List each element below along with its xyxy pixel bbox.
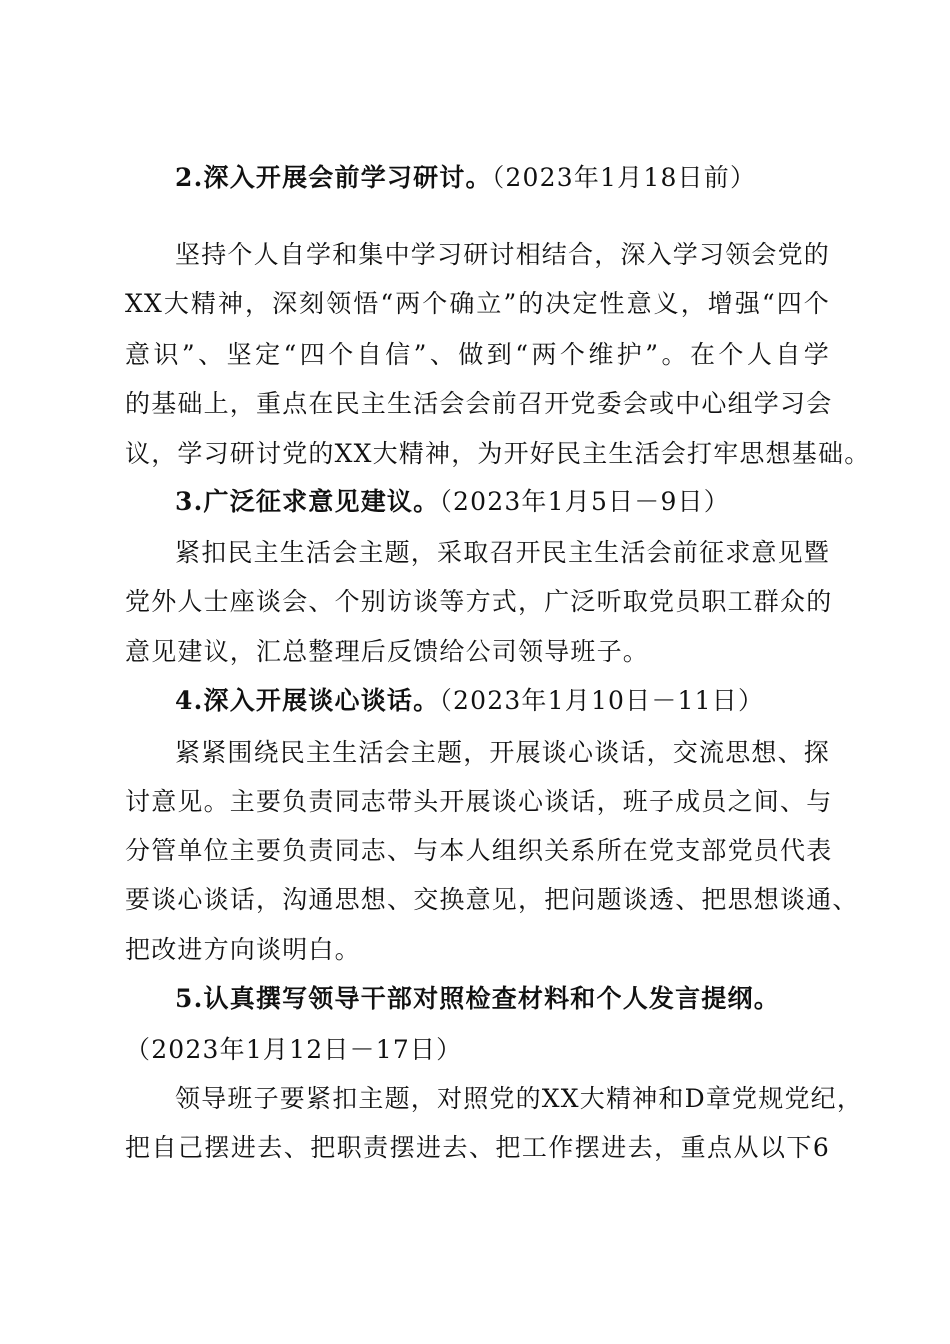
- paragraph-line: 把自己摆进去、把职责摆进去、把工作摆进去，重点从以下6: [125, 1133, 830, 1162]
- section-4-title: 4.深入开展谈心谈话。: [175, 686, 440, 715]
- section-4-date: （2023年1月10日－11日）: [439, 686, 765, 715]
- section-3-heading: [175, 482, 830, 522]
- paragraph-line: 分管单位主要负责同志、与本人组织关系所在党支部党员代表: [125, 836, 833, 865]
- paragraph-line: 意见建议，汇总整理后反馈给公司领导班子。: [125, 637, 650, 666]
- paragraph-line: 坚持个人自学和集中学习研讨相结合，深入学习领会党的: [175, 240, 831, 269]
- section-5-title: 5.认真撰写领导干部对照检查材料和个人发言提纲。: [175, 984, 780, 1013]
- section-2-title: 2.深入开展会前学习研讨。: [175, 163, 492, 192]
- paragraph-line: XX大精神，深刻领悟“两个确立”的决定性意义，增强“四个: [125, 289, 830, 318]
- section-2-heading: [175, 158, 830, 198]
- paragraph-line: 党外人士座谈会、个别访谈等方式，广泛听取党员职工群众的: [125, 587, 833, 616]
- paragraph-line: 紧紧围绕民主生活会主题，开展谈心谈话，交流思想、探: [175, 738, 831, 767]
- section-3-date: （2023年1月5日－9日）: [439, 487, 730, 516]
- paragraph-line: 意识”、坚定“四个自信”、做到“两个维护”。在个人自学: [125, 340, 830, 369]
- paragraph-line: 把改进方向谈明白。: [125, 935, 361, 964]
- paragraph-line: 的基础上，重点在民主生活会会前召开党委会或中心组学习会: [125, 389, 833, 418]
- paragraph-line: 要谈心谈话，沟通思想、交换意见，把问题谈透、把思想谈通、: [125, 885, 859, 914]
- paragraph-line: 领导班子要紧扣主题，对照党的XX大精神和D章党规党纪，: [175, 1084, 864, 1113]
- section-5-date: （2023年1月12日－17日）: [125, 1035, 463, 1064]
- paragraph-line: 紧扣民主生活会主题，采取召开民主生活会前征求意见暨: [175, 538, 831, 567]
- paragraph-line: 议，学习研讨党的XX大精神，为开好民主生活会打牢思想基础。: [125, 439, 871, 468]
- section-3-title: 3.广泛征求意见建议。: [175, 487, 440, 516]
- section-2-date: （2023年1月18日前）: [491, 163, 757, 192]
- section-4-heading: [175, 681, 830, 721]
- paragraph-line: 讨意见。主要负责同志带头开展谈心谈话，班子成员之间、与: [125, 787, 833, 816]
